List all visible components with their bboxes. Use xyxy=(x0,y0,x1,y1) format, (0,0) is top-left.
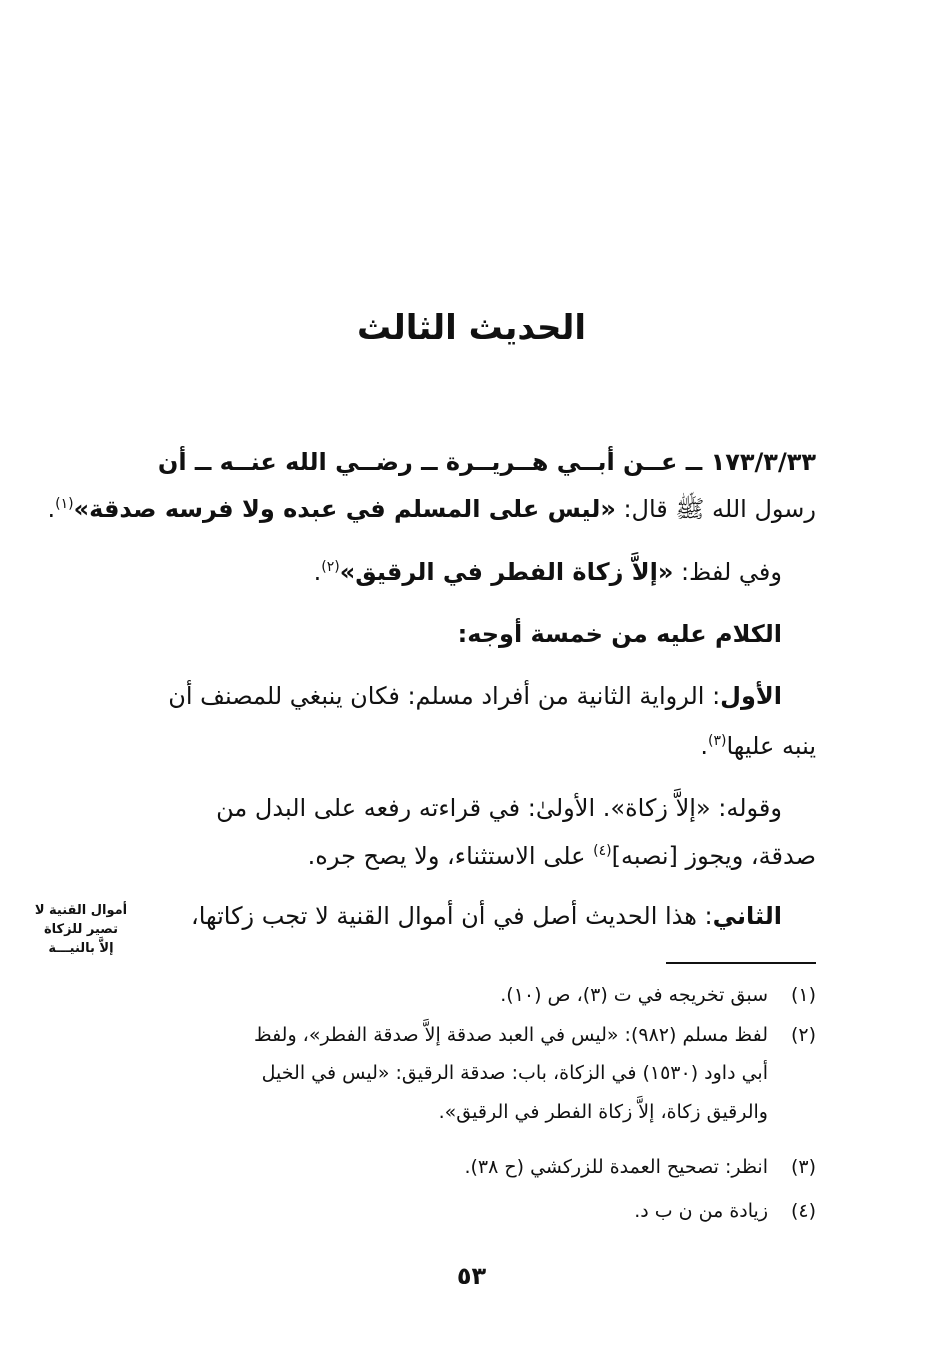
footnote-ref-2: (٢) xyxy=(321,559,340,575)
section-title: الحديث الثالث xyxy=(357,308,586,348)
discussion-intro xyxy=(144,620,816,648)
page-number: ٥٣ xyxy=(456,1262,487,1290)
footnote-separator xyxy=(666,962,816,964)
hadith-line-2 xyxy=(47,494,816,529)
footnote-3-text: انظر: تصحيح العمدة للزركشي (ح ٣٨). xyxy=(464,1156,768,1178)
footnote-2-text-3: والرقيق زكاة، إلاَّ زكاة الفطر في الرقيق». xyxy=(438,1100,768,1123)
qawluhu-line-2 xyxy=(144,842,816,870)
margin-note-line-3: إلاَّ بالنيـــة xyxy=(48,940,114,956)
qawluhu-line-1 xyxy=(144,794,816,822)
first-aspect-end: . xyxy=(700,732,708,760)
qawluhu-text-2b: على الاستثناء، ولا يصح جره. xyxy=(307,842,594,870)
footnote-4-text: زيادة من ن ب د. xyxy=(634,1200,768,1222)
qawluhu-text-2a: صدقة، ويجوز [نصبه] xyxy=(611,842,816,870)
second-aspect-text: : هذا الحديث أصل في أن أموال القنية لا تجب زكاتها، xyxy=(190,902,713,930)
second-aspect-label: الثاني xyxy=(712,902,782,930)
qawluhu-text-1: وقوله: «إلاَّ زكاة». الأولىٰ: في قراءته رفعه على البدل من xyxy=(216,794,782,822)
first-aspect-label: الأول xyxy=(720,682,782,710)
variant-end: . xyxy=(313,558,322,586)
variant-line xyxy=(144,558,816,586)
variant-quote: «إلاَّ زكاة الفطر في الرقيق» xyxy=(339,558,674,586)
first-aspect-text-2: ينبه عليها xyxy=(726,732,816,760)
hadith-line-1: ١٧٣/٣/٣٣ ــ عــن أبــي هــريــرة ــ رضــي الله عنــه ــ أن xyxy=(157,448,816,476)
hadith-quote: «ليس على المسلم في عبده ولا فرسه صدقة» xyxy=(73,495,616,523)
margin-note-line-2: تصير للزكاة xyxy=(43,921,118,937)
footnote-ref-1: (١) xyxy=(55,496,74,512)
footnote-2-text-1: لفظ مسلم (٩٨٢): «ليس في العبد صدقة إلاَّ صدقة الفطر»، ولفظ xyxy=(254,1024,768,1046)
footnote-1-number: (١) xyxy=(790,984,816,1006)
footnote-ref-3: (٣) xyxy=(707,733,727,749)
footnote-ref-4: (٤) xyxy=(593,843,612,859)
variant-prefix: وفي لفظ: xyxy=(673,558,782,586)
hadith-line-2-prefix: رسول الله ﷺ قال: xyxy=(615,495,816,523)
discussion-intro-text: الكلام عليه من خمسة أوجه: xyxy=(457,620,782,648)
footnote-2 xyxy=(144,1020,816,1127)
footnote-2-number: (٢) xyxy=(790,1024,816,1046)
first-aspect-text: : الرواية الثانية من أفراد مسلم: فكان ينبغي للمصنف أن xyxy=(168,682,721,710)
footnote-3-number: (٣) xyxy=(790,1156,816,1178)
footnote-3 xyxy=(144,1152,816,1182)
footnote-1 xyxy=(144,980,816,1010)
footnote-4-number: (٤) xyxy=(790,1200,816,1222)
footnote-4 xyxy=(144,1196,816,1226)
margin-note-line-1: أموال القنية لا xyxy=(34,903,128,918)
first-aspect-line-2 xyxy=(144,732,816,760)
second-aspect-line xyxy=(144,902,816,930)
margin-note xyxy=(26,902,136,959)
first-aspect-line-1 xyxy=(144,682,816,710)
footnote-2-text-2: أبي داود (١٥٣٠) في الزكاة، باب: صدقة الرقيق: «ليس في الخيل xyxy=(261,1062,768,1085)
footnote-1-text: سبق تخريجه في ت (٣)، ص (١٠). xyxy=(500,984,768,1006)
hadith-line-2-end: . xyxy=(47,495,56,523)
